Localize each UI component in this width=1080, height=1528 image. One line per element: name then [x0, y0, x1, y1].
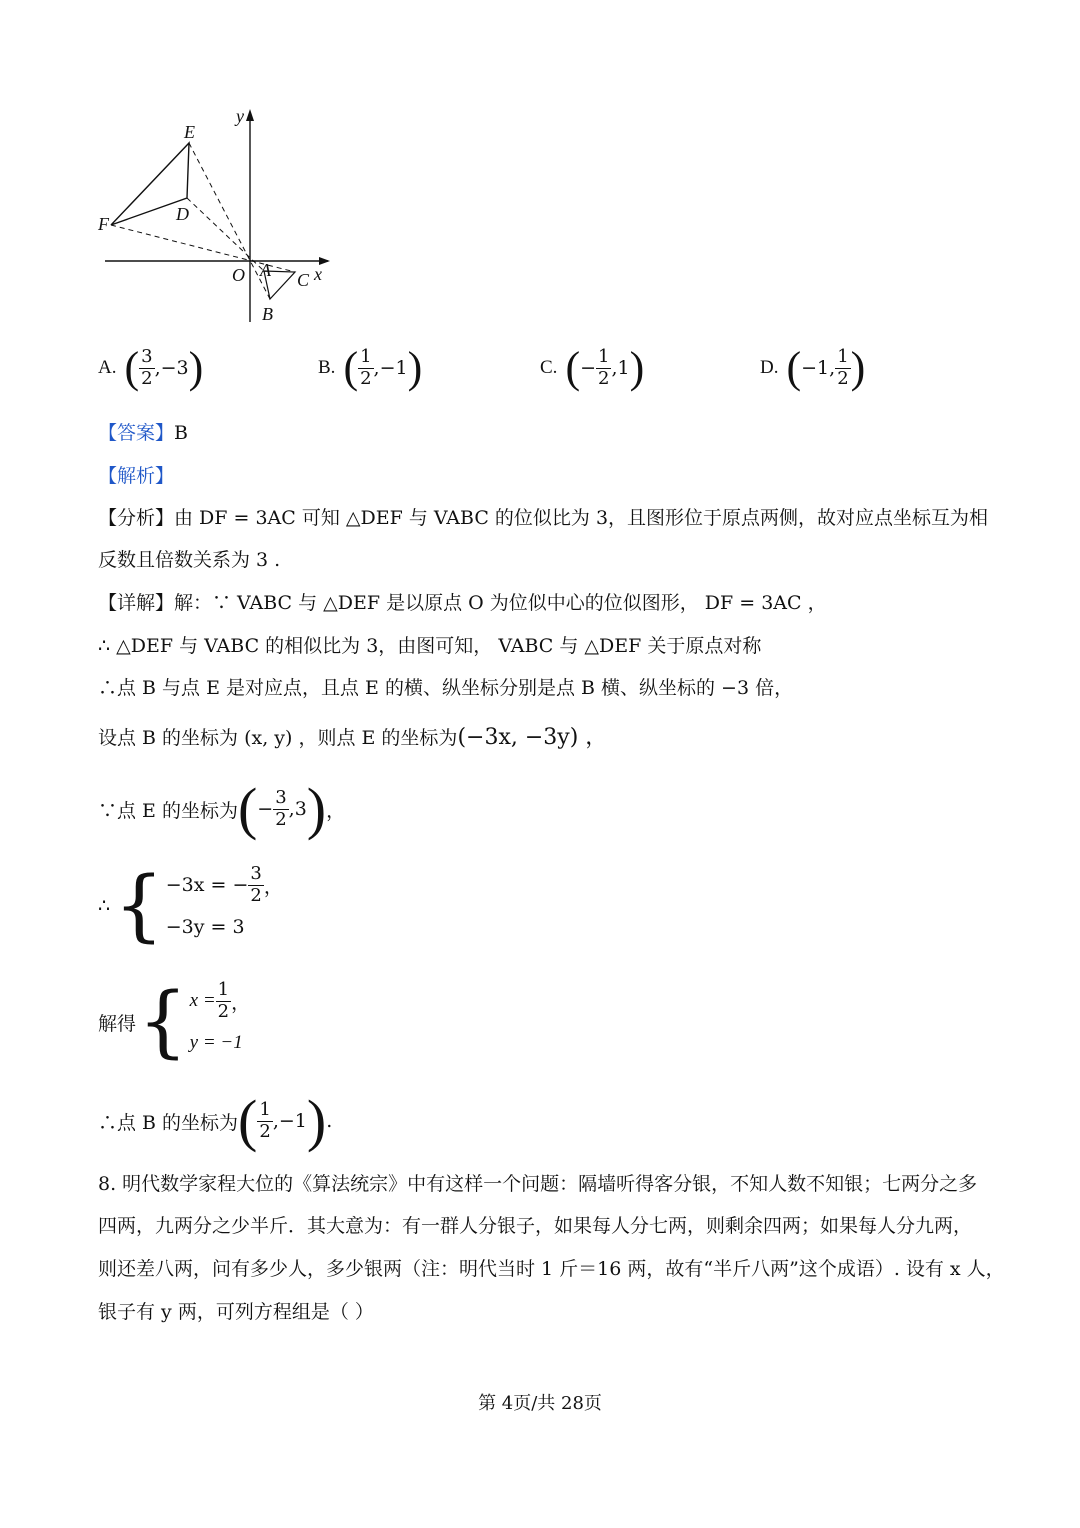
final-line: ∴点 B 的坐标为 ( $\frac{1}{2}$ ,−1 ) .	[98, 1088, 333, 1153]
option-a-fraction: $\frac{3}{2}$	[141, 345, 153, 389]
label-b: B	[262, 304, 273, 324]
option-a-label: A.	[98, 357, 117, 378]
label-y: y	[236, 106, 244, 126]
label-a: A	[260, 260, 271, 280]
label-o: O	[232, 265, 245, 285]
option-b-label: B.	[318, 357, 336, 378]
equation-system-2: 解得 { x = $\frac{1}{2}$ ， y = −1	[98, 977, 251, 1067]
option-c-rest: ,1	[611, 357, 630, 379]
detail-line-3: ∴点 B 与点 E 是对应点，且点 E 的横、纵坐标分别是点 B 横、纵坐标的 −3 倍，	[98, 677, 794, 699]
option-b-fraction: $\frac{1}{2}$	[360, 345, 372, 389]
detail-line-2: ∴ △DEF 与 VABC 的相似比为 3，由图可知， VABC 与 △DEF 关于原点对称	[98, 635, 762, 657]
analysis-tag: 【解析】	[98, 465, 175, 487]
option-d-prefix: −1,	[801, 357, 836, 379]
q8-line-2: 四两，九两分之少半斤．其大意为：有一群人分银子，如果每人分七两，则剩余四两；如果每人分九两，	[98, 1215, 973, 1237]
option-a[interactable]: A. ( $\frac{3}{2}$ ,−3 )	[98, 343, 204, 392]
option-d[interactable]: D. ( −1, $\frac{1}{2}$ )	[760, 343, 866, 392]
fenxi-line-1: 【分析】由 DF = 3AC 可知 △DEF 与 VABC 的位似比为 3，且图形位于原点两侧，故对应点坐标互为相	[98, 507, 989, 529]
dashed-line-e	[189, 143, 270, 299]
q8-line-3: 则还差八两，问有多少人，多少银两（注：明代当时 1 斤＝16 两，故有“半斤八两”这个成语）. 设有 x 人，	[98, 1258, 1005, 1280]
label-c: C	[297, 270, 310, 290]
y-axis-arrow	[246, 109, 254, 121]
label-f: F	[98, 214, 109, 234]
equation-system-1: ∴ { −3x = − $\frac{3}{2}$ ， −3y = 3	[98, 861, 283, 951]
option-c[interactable]: C. ( − $\frac{1}{2}$ ,1 )	[540, 343, 645, 392]
option-c-prefix: −	[580, 357, 597, 379]
answer-value: B	[174, 422, 188, 444]
dashed-line-d	[187, 198, 264, 271]
label-d: D	[176, 204, 189, 224]
option-c-fraction: $\frac{1}{2}$	[598, 345, 610, 389]
coordinate-figure	[90, 100, 350, 330]
detail-line-5: ∵点 E 的坐标为 ( − $\frac{3}{2}$ ,3 ) ，	[98, 776, 346, 841]
detail-line-4: 设点 B 的坐标为 (x, y) ，则点 E 的坐标为(−3x, −3y) ，	[98, 725, 608, 750]
label-x: x	[314, 264, 322, 284]
fenxi-line-2: 反数且倍数关系为 3 .	[98, 549, 281, 571]
q8-line-4: 银子有 y 两，可列方程组是（ ）	[98, 1301, 374, 1323]
label-e: E	[184, 122, 195, 142]
page-footer: 第 4页/共 28页	[478, 1393, 602, 1414]
answer-line	[98, 424, 188, 443]
detail-line-1: 【详解】解：∵ VABC 与 △DEF 是以原点 O 为位似中心的位似图形， DF = 3AC ，	[98, 592, 827, 614]
option-c-label: C.	[540, 357, 558, 378]
option-b[interactable]: B. ( $\frac{1}{2}$ ,−1 )	[318, 343, 423, 392]
q8-line-1: 8. 明代数学家程大位的《算法统宗》中有这样一个问题：隔墙听得客分银，不知人数不知银；七两分之多	[98, 1173, 978, 1195]
option-a-rest: ,−3	[154, 357, 189, 379]
option-d-label: D.	[760, 357, 779, 378]
option-d-fraction: $\frac{1}{2}$	[837, 345, 849, 389]
detail-tag: 【详解】	[98, 592, 175, 614]
answer-tag: 【答案】	[98, 422, 175, 444]
option-b-rest: ,−1	[373, 357, 408, 379]
fenxi-tag: 【分析】	[98, 507, 175, 529]
